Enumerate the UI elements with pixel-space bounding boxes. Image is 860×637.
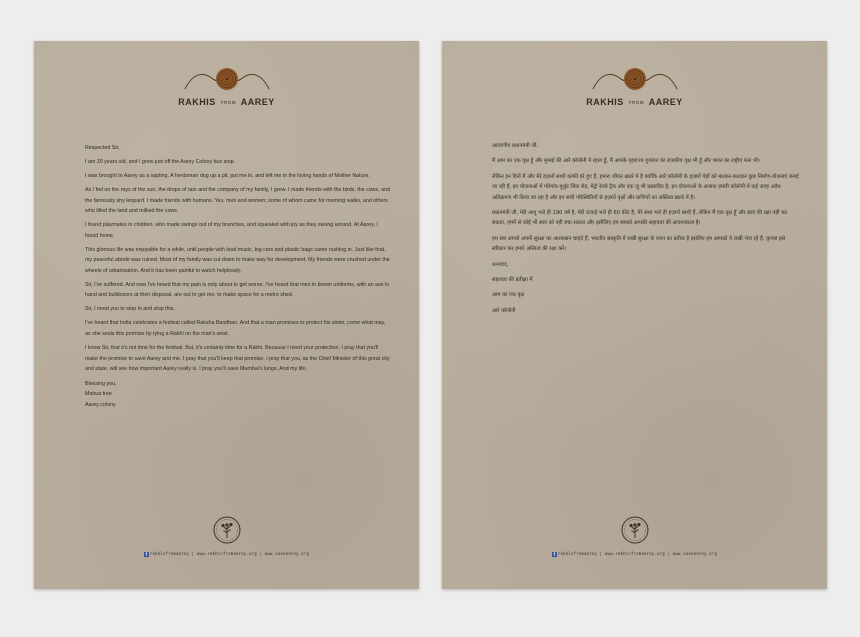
- tree-ring-rakhi-icon: [183, 65, 271, 95]
- facebook-handle[interactable]: rakhisfromaarey: [149, 551, 190, 556]
- signoff-line: सहायता की प्रतीक्षा में: [492, 277, 533, 284]
- signoff-line: Blessing you,: [85, 380, 117, 387]
- paragraph: I've heard that India celebrates a festival called Raksha Bandhan. And that a man promises to protect his sister, come what may, as she seals this promise by tying a Rakhi on the man's wrist.: [85, 320, 386, 338]
- letter-page-english: [34, 41, 419, 589]
- footer-links: f rakhisfromaarey | www.rakhisfromaarey.org | www.saveaarey.org: [553, 551, 718, 557]
- signoff-line: आम का एक वृक्ष: [492, 292, 525, 299]
- paragraph: I found playmates in children, who made swings out of my branches, and squealed with joy as they swung around. At Aarey, I found home.: [85, 222, 378, 239]
- paragraph: Sir, I need you to step in and stop this.: [85, 306, 175, 313]
- tree-ring-rakhi-icon: [591, 65, 679, 95]
- letter-body: [85, 143, 391, 411]
- signoff-line: Aarey colony: [85, 401, 116, 408]
- website-link[interactable]: www.saveaarey.org: [264, 551, 310, 556]
- letter-page-hindi: [442, 41, 827, 589]
- paragraph: मैं आम का एक वृक्ष हूँ और मुम्बई की आरे कॉलोनी में रहता हूँ, मैं आपके गृहराज्य गुजरात का राजकीय वृक्ष भी हूँ और भारत का राष्ट्रीय फल भी।: [492, 158, 760, 165]
- signoff: [85, 379, 391, 411]
- paragraph: लेकिन इन दिनों मैं और मेरे हज़ारों साथी काफी डरे हुए हैं, हमारा जीवन ख़तरे में है क्योंकि आरे कॉलोनी के हज़ारों पेड़ों को मारकर-काटकर कुछ निर्माण-योजनाएं बनाई जा रही हैं, इन योजनाओं में गोरेगांव-मुलुंड लिंक रोड, मेट्रो रेलवे ट्रैक और एक ज़ू भी प्रस्तावित है, इन योजनाओं के अलावा हमारी कॉलोनी में कई जगह अवैध अतिक्रमण भी किया जा रहा है और इन सारी परिस्थितियों से हज़ारों वृक्षों और प्राणियों का अस्तित्व ख़तरे में है।: [492, 173, 799, 201]
- facebook-icon: f: [145, 551, 148, 557]
- website-link[interactable]: www.saveaarey.org: [672, 551, 718, 556]
- paragraph: I know Sir, that it's not time for the festival. But, it's certainly time for a Rakhi. Because I need your protection. I pray that you'll make the promise to save Aarey and me. I pray that you'll keep that promise. I pray that you, as the Chief Minister of this great city and state, will see how important Aarey really is. I pray you'll save Mumbai's lungs. And my life.: [85, 345, 390, 373]
- salutation: Respected Sir,: [85, 145, 120, 151]
- paragraph: हम सब आपसे अपनी सुरक्षा का आश्वासन चाहते हैं, भारतीय संस्कृति में राखी सुरक्षा के वचन का प्रतीक है इसलिए हम आपको ये राखी भेज रहे हैं, कृपया इसे स्वीकार कर हमारे अस्तित्व की रक्षा करें।: [492, 235, 786, 253]
- salutation: आदरणीय प्रधानमंत्री जी,: [492, 143, 539, 149]
- facebook-handle[interactable]: rakhisfromaarey: [557, 551, 598, 556]
- paragraph: प्रधानमंत्री जी, मेरी आयु भले ही 190 वर्ष है, मेरी ऊंचाई भले ही 60 फ़ीट है, मेरे साथ भले ही हज़ारों साथी हैं, लेकिन मैं एक वृक्ष हूँ और स्वयं की रक्षा नहीं कर सकता, हममें से कोई भी स्वयं को नहीं बचा सकता और इसीलिए हम सबको आपकी सहायता की आवश्यकता है।: [492, 210, 788, 227]
- paragraph: As I fed on the rays of the sun, the drops of rain and the company of my family, I grew. I made friends with the birds, the cows, and the famously shy leopard. I made friends with humans. Yes, men and women; some of whom came for morning walks, and others who tilled the land and milked the cows.: [85, 186, 390, 215]
- signoff: [492, 275, 799, 316]
- seal-icon: [213, 516, 241, 544]
- footer-links: f rakhisfromaarey | www.rakhisfromaarey.org | www.saveaarey.org: [145, 551, 310, 557]
- website-link[interactable]: www.rakhisfromaarey.org: [196, 551, 257, 556]
- paragraph: This glorious life was enjoyable for a while, until people with loud music, big cars and plastic bags came rushing in. Just like that, my peaceful abode was ruined. Most of my family was cut down to make way for development. My friends were crushed under the wheels of urbanisation. And it has been painful to watch helplessly.: [85, 246, 390, 274]
- paragraph: धन्यवाद,: [492, 261, 509, 268]
- brand-name: RAKHIS FROM AAREY: [586, 97, 683, 107]
- paragraph: I was brought to Aarey as a sapling. A herdsman dug up a pit, put me in, and left me in the loving hands of Mother Nature.: [85, 172, 370, 179]
- facebook-icon: f: [553, 551, 556, 557]
- seal-icon: [621, 516, 649, 544]
- website-link[interactable]: www.rakhisfromaarey.org: [604, 551, 665, 556]
- letter-body: [492, 141, 799, 321]
- signoff-line: आरे कॉलोनी: [492, 307, 516, 314]
- signoff-line: Mahua tree: [85, 391, 112, 398]
- brand-name: RAKHIS FROM AAREY: [178, 97, 275, 107]
- paragraph: Sir, I've suffered. And now I've heard that my pain is only about to get worse. I've heard that men in brown uniforms, with an axe in hand and bulldozers at their disposal, are out to get me, to make space for a metro shed.: [85, 281, 390, 299]
- paragraph: I am 30 years old, and I grow just off the Aarey Colony bus stop.: [85, 158, 236, 165]
